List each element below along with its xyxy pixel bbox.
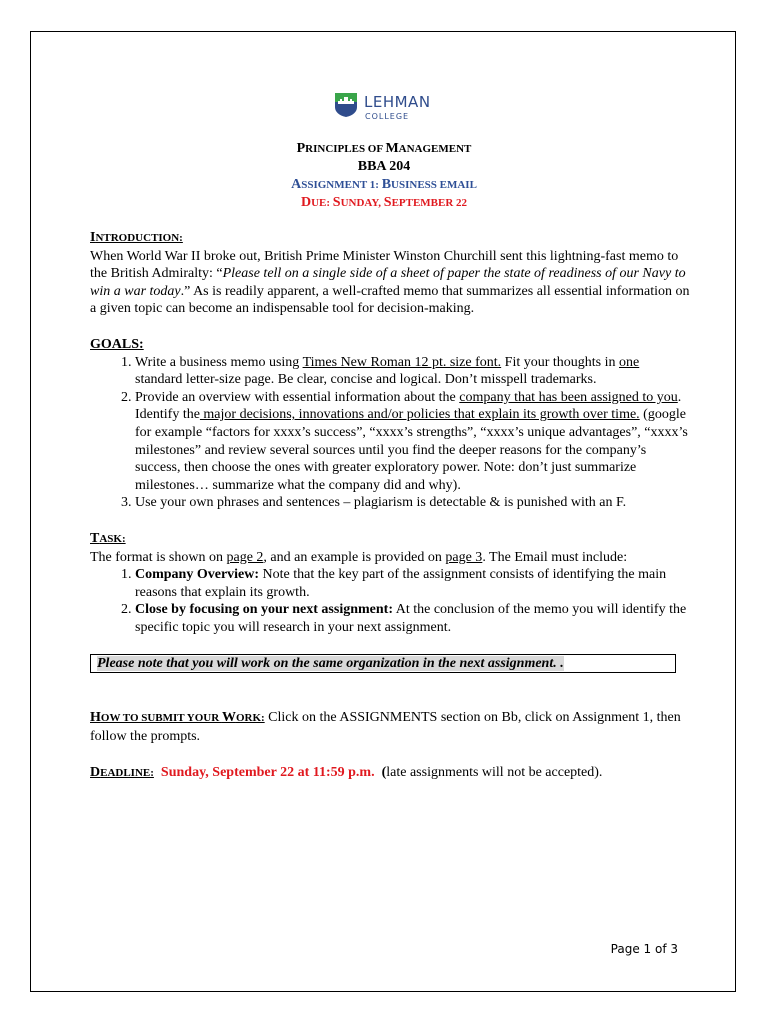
note-box <box>90 654 676 673</box>
introduction-paragraph: When World War II broke out, British Prime Minister Winston Churchill sent this lightning-fast memo to the British Admiralty: “Please tell on a single side of a sheet of paper the state of readiness of our Navy to win a war today.” As is readily apparent, a well-crafted memo that summarizes all essential information on a given topic can become an indispensable tool for decision-making. <box>90 248 690 317</box>
deadline-date: Sunday, September 22 at 11:59 p.m. <box>160 764 375 780</box>
lehman-logo <box>334 92 444 122</box>
page-3-link[interactable]: page 3 <box>445 549 483 565</box>
due-date: DUE: SUNDAY, SEPTEMBER 22 <box>300 195 468 210</box>
document-header <box>0 140 768 212</box>
goal-item: 1. Write a business memo using Times New Roman 12 pt. size font. Fit your thoughts in one standard letter-size page. Be clear, concise and logical. Don’t misspell trademarks. <box>135 354 690 389</box>
task-item: 1. Company Overview: Note that the key part of the assignment consists of identifying the main reasons that explain its growth. <box>135 566 690 601</box>
deadline-line: DEADLINE: Sunday, September 22 at 11:59 p.m. (late assignments will not be accepted). <box>90 764 603 780</box>
document-body <box>90 229 690 782</box>
goal-item: 2. Provide an overview with essential information about the company that has been assigned to you. Identify the major decisions, innovations and/or policies that explain its growth over time. (google for example “factors for xxxx’s success”, “xxxx’s strengths”, “xxxx’s unique advantages”, “xxxx’s milestones” and review several sources until you find the deeper reasons for the company’s success, then choose the ones with greater exploratory power. Note: don’t just summarize milestones… summarize what the company did and why). <box>135 389 690 495</box>
note-text: Please note that you will work on the same organization in the next assignment. . <box>97 656 564 672</box>
introduction-heading: INTRODUCTION: <box>90 230 183 245</box>
task-heading: TASK: <box>90 530 126 546</box>
task-intro: The format is shown on page 2, and an example is provided on page 3. The Email must include: <box>90 549 628 565</box>
goals-heading: GOALS: <box>90 336 144 352</box>
logo-name: LEHMAN <box>364 93 431 111</box>
submit-instructions: HOW TO SUBMIT YOUR WORK: Click on the ASSIGNMENTS section on Bb, click on Assignment 1, then follow the prompts. <box>90 710 681 745</box>
logo-subtitle: COLLEGE <box>365 112 410 121</box>
course-title: PRINCIPLES OF MANAGEMENT <box>296 141 472 156</box>
page-number: Page 1 of 3 <box>610 942 678 956</box>
page-2-link[interactable]: page 2 <box>226 549 264 565</box>
task-list <box>90 566 690 636</box>
goals-list <box>90 354 690 512</box>
task-item: 2. Close by focusing on your next assignment: At the conclusion of the memo you will identify the specific topic you will research in your next assignment. <box>135 601 690 636</box>
lehman-shield-icon <box>334 92 358 118</box>
assignment-title: ASSIGNMENT 1: BUSINESS EMAIL <box>291 177 477 192</box>
course-code: BBA 204 <box>357 159 411 174</box>
goal-item: 3. Use your own phrases and sentences – plagiarism is detectable & is punished with an F. <box>135 494 690 512</box>
